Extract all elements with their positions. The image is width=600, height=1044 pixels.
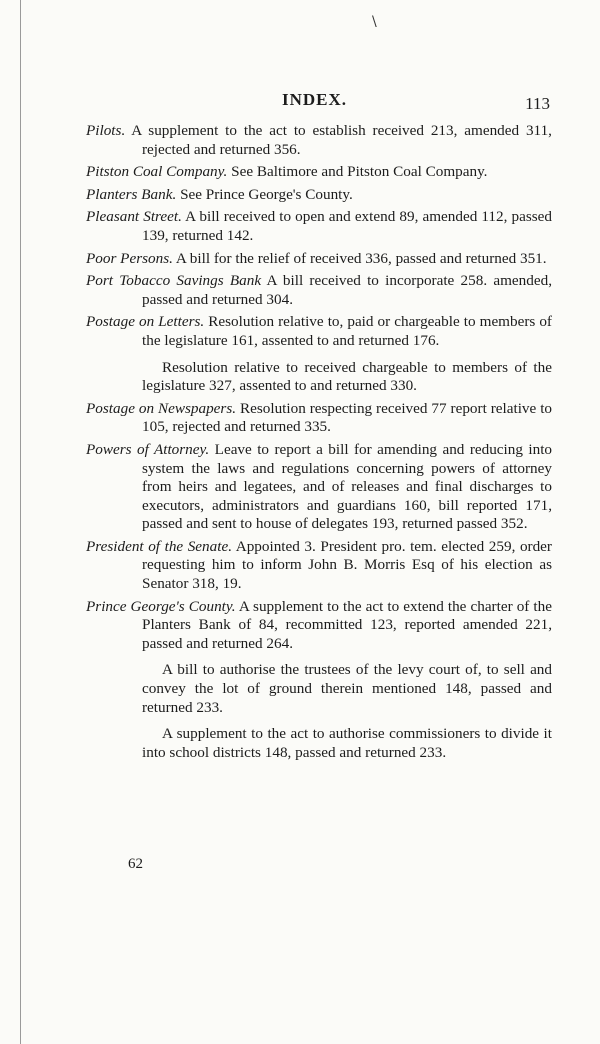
- index-entry: [72, 441, 552, 534]
- entry-continuation: [72, 661, 552, 717]
- entry-text: A supplement to the act to establish received 213, amended 311, rejected and returned 356.: [131, 122, 552, 158]
- entry-heading: Port Tobacco Savings Bank: [86, 272, 262, 290]
- entry-text: Resolution respecting received 77 report relative to 105, rejected and returned 335.: [142, 399, 553, 436]
- entry-heading: Powers of Attorney.: [86, 440, 210, 458]
- entry-heading: Pitston Coal Company.: [86, 163, 228, 181]
- entry-text: A bill to authorise the trustees of the levy court of, to sell and convey the lot of ground therein mentioned 148, passed and returned 233.: [142, 661, 552, 716]
- entry-paragraph: [72, 400, 552, 437]
- entry-heading: President of the Senate.: [86, 537, 232, 555]
- entry-paragraph: [72, 122, 552, 159]
- entry-text: Leave to report a bill for amending and reducing into system the laws and regulations concerning powers of attorney from heirs and legatees, and of releases and final discharges to executors, administrators and guardians 160, bill reported 171, passed and sent to house of delegates 193, returned passed 352.: [142, 440, 553, 533]
- entry-text: A bill received to incorporate 258. amended, passed and returned 304.: [142, 272, 552, 308]
- entry-heading: Poor Persons.: [86, 249, 173, 267]
- entry-text: A bill for the relief of received 336, passed and returned 351.: [175, 249, 547, 267]
- page-edge-line: [20, 0, 21, 1044]
- index-page: [72, 88, 552, 766]
- entry-text: Resolution relative to, paid or chargeable to members of the legislature 161, assented to and returned 176.: [142, 313, 552, 349]
- entry-heading: Planters Bank.: [86, 185, 177, 203]
- index-entries: [72, 122, 552, 762]
- index-entry: [72, 208, 552, 245]
- entry-paragraph: [72, 598, 552, 654]
- page-header: [72, 88, 552, 118]
- entry-heading: Pilots.: [86, 122, 126, 139]
- entry-text: A supplement to the act to extend the charter of the Planters Bank of 84, recommitted 123, reported amended 221, passed and returned 264.: [142, 597, 552, 652]
- entry-paragraph: [72, 208, 552, 245]
- entry-paragraph: [72, 163, 552, 182]
- entry-continuation: [72, 359, 552, 396]
- entry-heading: Postage on Newspapers.: [86, 399, 237, 417]
- page-number: 113: [525, 94, 550, 113]
- index-entry: [72, 313, 552, 395]
- entry-paragraph: [72, 313, 552, 350]
- ink-mark: \: [372, 14, 377, 30]
- entry-paragraph: [72, 250, 552, 269]
- entry-heading: Prince George's County.: [86, 597, 236, 615]
- entry-heading: Postage on Letters.: [86, 313, 205, 331]
- index-entry: [72, 598, 552, 763]
- index-entry: [72, 272, 552, 309]
- entry-text: A supplement to the act to authorise commissioners to divide it into school districts 148, passed and returned 233.: [142, 725, 552, 761]
- index-entry: [72, 122, 552, 159]
- entry-paragraph: [72, 538, 552, 594]
- signature-mark: 62: [128, 856, 143, 872]
- index-entry: [72, 250, 552, 269]
- entry-text: See Prince George's County.: [180, 185, 353, 203]
- entry-text: Resolution relative to received chargeable to members of the legislature 327, assented to and returned 330.: [142, 358, 552, 395]
- entry-text: Appointed 3. President pro. tem. elected 259, order requesting him to inform John B. Morris Esq of his election as Senator 318, 19.: [142, 537, 552, 593]
- entry-heading: Pleasant Street.: [86, 208, 182, 226]
- index-entry: [72, 163, 552, 182]
- entry-paragraph: [72, 272, 552, 309]
- entry-continuation: [72, 725, 552, 762]
- index-entry: [72, 186, 552, 205]
- entry-text: See Baltimore and Pitston Coal Company.: [231, 163, 488, 181]
- entry-paragraph: [72, 441, 552, 534]
- entry-paragraph: [72, 186, 552, 205]
- page-title: INDEX.: [282, 90, 348, 109]
- entry-text: A bill received to open and extend 89, amended 112, passed 139, returned 142.: [142, 208, 552, 244]
- index-entry: [72, 400, 552, 437]
- index-entry: [72, 538, 552, 594]
